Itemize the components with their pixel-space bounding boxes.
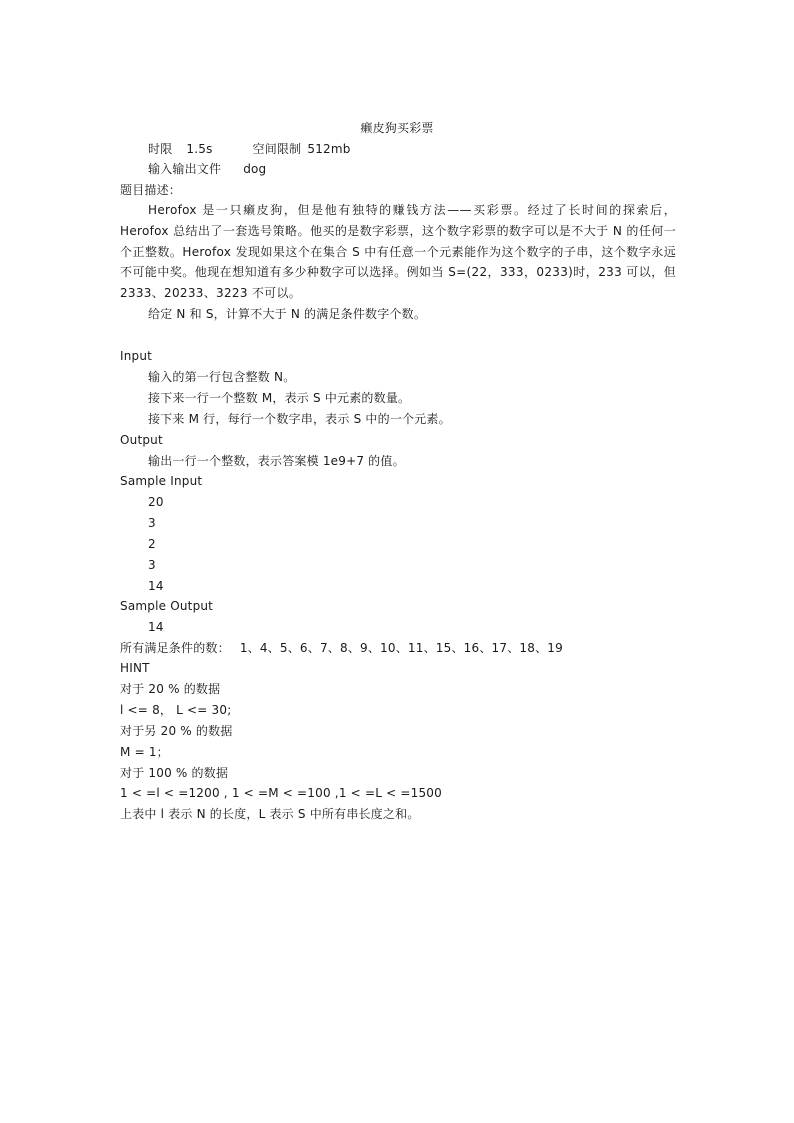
hint-line: M = 1； [120,745,169,759]
output-line: 输出一行一个整数，表示答案模 1e9+7 的值。 [148,454,405,468]
input-heading: Input [120,349,153,363]
hint-line: 对于 20 % 的数据 [120,682,221,696]
hint-heading: HINT [120,661,150,675]
description-paragraph: Herofox 是一只癞皮狗，但是他有独特的赚钱方法——买彩票。经过了长时间的探索后，Herofox 总结出了一套选号策略。他买的是数字彩票，这个数字彩票的数字可以是不大于 N 的任何一个正整数。Herofox 发现如果这个在集合 S 中有任意一个元素能作为这个数字的子串，这个数字永远不可能中奖。他现在想知道有多少种数字可以选择。例如当 S=(22，333，0233)时，233 可以，但 2333、20233、3223 不可以。 [120,203,676,301]
hint-line: 1 < =l < =1200 , 1 < =M < =100 ,1 < =L < =1500 [120,786,442,800]
hint-line: 对于另 20 % 的数据 [120,724,233,738]
input-line: 接下来 M 行，每行一个数字串，表示 S 中的一个元素。 [148,412,451,426]
limits-line [148,139,351,159]
description-heading: 题目描述： [120,183,182,197]
io-file-value: dog [243,162,267,176]
hint-line: l <= 8， L <= 30; [120,703,232,717]
input-line: 输入的第一行包含整数 N。 [148,370,296,384]
memory-limit-value: 512mb [307,142,351,156]
time-limit-label: 时限 [148,142,173,156]
sample-input-line: 2 [148,537,156,551]
input-line: 接下来一行一个整数 M，表示 S 中元素的数量。 [148,391,411,405]
sample-input-heading: Sample Input [120,474,203,488]
io-file-label: 输入输出文件 [148,162,222,176]
sample-output-heading: Sample Output [120,599,214,613]
hint-line: 上表中 l 表示 N 的长度，L 表示 S 中所有串长度之和。 [120,807,420,821]
sample-input-line: 20 [148,495,164,509]
sample-output-line: 14 [148,620,164,634]
satisfying-values: 1、4、5、6、7、8、9、10、11、15、16、17、18、19 [239,641,563,655]
hint-line: 对于 100 % 的数据 [120,766,229,780]
satisfying-label: 所有满足条件的数： [120,641,230,655]
output-heading: Output [120,433,163,447]
sample-input-line: 3 [148,516,156,530]
io-file-line [148,159,266,179]
problem-title: 癞皮狗买彩票 [360,121,434,135]
time-limit-value: 1.5s [186,142,213,156]
sample-input-line: 14 [148,579,164,593]
sample-input-line: 3 [148,558,156,572]
memory-limit-label: 空间限制 [252,142,302,156]
task-line: 给定 N 和 S，计算不大于 N 的满足条件数字个数。 [148,307,427,321]
satisfying-numbers-line [120,638,563,658]
